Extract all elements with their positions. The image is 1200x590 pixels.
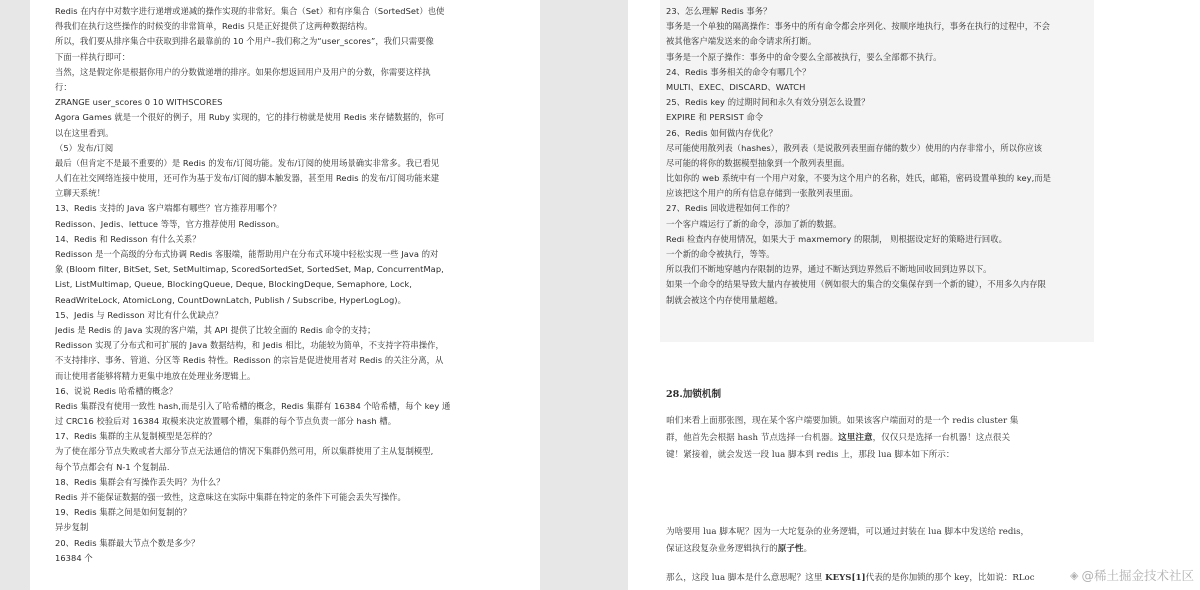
text-line: 14、Redis 和 Redisson 有什么关系？ — [55, 233, 201, 244]
text-line: 被其他客户端发送来的命令请求所打断。 — [666, 36, 817, 47]
text-line: 20、Redis 集群最大节点个数是多少？ — [55, 537, 200, 548]
section-title: 28.加锁机制 — [666, 389, 722, 400]
text-line: Agora Games 就是一个很好的例子，用 Ruby 实现的，它的排行榜就是使用 Redis 来存储数据的，你可 — [55, 112, 445, 123]
text-line: 行： — [55, 81, 72, 92]
text-line — [666, 447, 1086, 464]
text-line: 所以，我们要从排序集合中获取到排名最靠前的 10 个用户–我们称之为“user_scores”，我们只需要像 — [55, 36, 434, 47]
text-line: 13、Redis 支持的 Java 客户端都有哪些？官方推荐用哪个？ — [55, 203, 282, 214]
text-line: （5）发布/订阅 — [55, 142, 114, 153]
text-run: ，仅仅只是选择一台机器！这点很关 — [872, 433, 1011, 443]
text-line: 17、Redis 集群的主从复制模型是怎样的？ — [55, 431, 217, 442]
text-line: 异步复制 — [55, 522, 89, 533]
text-line: Redisson 实现了分布式和可扩展的 Java 数据结构，和 Jedis 相比，功能较为简单，不支持字符串操作， — [55, 340, 444, 351]
lock-paragraph-1 — [666, 413, 1086, 464]
text-run: 代表的是你加锁的那个 key，比如说：RLoc — [865, 573, 1035, 583]
text-line: 最后（但肯定不是最不重要的）是 Redis 的发布/订阅功能。发布/订阅的使用场景确实非常多。我已看见 — [55, 157, 440, 168]
text-run: 咱们来看上面那张图，现在某个客户端要加锁。如果该客户端面对的是一个 redis cluster 集 — [666, 416, 1019, 426]
text-line: Redisson 是一个高级的分布式协调 Redis 客服端，能帮助用户在分布式环境中轻松实现一些 Java 的对 — [55, 249, 439, 259]
text-line: MULTI、EXEC、DISCARD、WATCH — [666, 81, 806, 92]
watermark-text: @稀土掘金技术社区 — [1081, 568, 1194, 583]
text-line: EXPIRE 和 PERSIST 命令 — [666, 112, 764, 123]
text-line: 得我们在执行这些操作的时候变的非常简单，Redis 只是正好提供了这两种数据结构。 — [55, 21, 373, 32]
emphasis-text: KEYS[1] — [825, 573, 866, 583]
text-line: 所以我们不断地穿越内存限制的边界，通过不断达到边界然后不断地回收回到边界以下。 — [666, 264, 992, 275]
text-line: 15、Jedis 与 Redisson 对比有什么优缺点？ — [55, 309, 223, 320]
text-line: 尽可能使用散列表（hashes），散列表（是说散列表里面存储的数少）使用的内存非常小，所以你应该 — [666, 142, 1043, 153]
text-run: 保证这段复杂业务逻辑执行的 — [666, 544, 778, 554]
text-line: 事务是一个原子操作：事务中的命令要么全部被执行，要么全部都不执行。 — [666, 51, 942, 62]
text-line: 19、Redis 集群之间是如何复制的？ — [55, 507, 192, 518]
text-line: 18、Redis 集群会有写操作丢失吗？为什么？ — [55, 476, 225, 487]
text-run: 。 — [803, 544, 813, 554]
text-line: Redisson、Jedis、lettuce 等等，官方推荐使用 Redisson。 — [55, 218, 285, 229]
lock-paragraph-2 — [666, 524, 1086, 558]
text-line: ReadWriteLock, AtomicLong, CountDownLatch, Publish / Subscribe, HyperLogLog)。 — [55, 294, 406, 305]
text-line: 不支持排序、事务、管道、分区等 Redis 特性。Redisson 的宗旨是促进使用者对 Redis 的关注分离，从 — [55, 355, 444, 366]
text-line: 23、怎么理解 Redis 事务？ — [666, 6, 772, 16]
text-line: 人们在社交网络连接中使用，还可作为基于发布/订阅的脚本触发器，甚至用 Redis 的发布/订阅功能来建 — [55, 173, 440, 184]
lock-paragraph-3 — [666, 570, 1086, 587]
text-run: 那么，这段 lua 脚本是什么意思呢？这里 — [666, 573, 826, 583]
text-line: 而让使用者能够将精力更集中地放在处理业务逻辑上。 — [55, 370, 256, 381]
text-line: 每个节点都会有 N-1 个复制品. — [55, 461, 170, 472]
text-line: 以在这里看到。 — [55, 127, 114, 138]
right-document-page — [628, 0, 1200, 590]
text-line: 象 (Bloom filter, BitSet, Set, SetMultimap, ScoredSortedSet, SortedSet, Map, ConcurrentMap, — [55, 264, 444, 275]
left-document-page — [30, 0, 540, 590]
text-run: 群，他首先会根据 hash 节点选择一台机器。 — [666, 433, 839, 443]
text-line: 当然，这是假定你是根据你用户的分数做递增的排序。如果你想返回用户及用户的分数，你需要这样执 — [55, 66, 431, 77]
text-line: 25、Redis key 的过期时间和永久有效分别怎么设置？ — [666, 97, 870, 108]
text-line — [666, 524, 1086, 541]
text-line: 应该把这个用户的所有信息存储到一张散列表里面。 — [666, 188, 858, 199]
text-line: 为了使在部分节点失败或者大部分节点无法通信的情况下集群仍然可用，所以集群使用了主从复制模型, — [55, 446, 434, 457]
juejin-logo-icon: ◈ — [1070, 568, 1079, 582]
text-line: 27、Redis 回收进程如何工作的？ — [666, 203, 794, 214]
text-line: 24、Redis 事务相关的命令有哪几个？ — [666, 66, 811, 77]
text-line — [666, 413, 1086, 430]
text-line: List, ListMultimap, Queue, BlockingQueue, Deque, BlockingDeque, Semaphore, Lock, — [55, 279, 412, 290]
emphasis-text: 这里注意 — [838, 433, 873, 443]
text-line: 制就会被这个内存使用量超越。 — [666, 294, 783, 305]
text-line — [666, 430, 1086, 447]
text-run: 为啥要用 lua 脚本呢？因为一大坨复杂的业务逻辑，可以通过封装在 lua 脚本中发送给 redis， — [666, 527, 1030, 537]
text-line: 16384 个 — [55, 552, 93, 563]
text-line: 比如你的 web 系统中有一个用户对象，不要为这个用户的名称，姓氏，邮箱，密码设置单独的 key,而是 — [666, 173, 1051, 184]
text-line: 立聊天系统！ — [55, 188, 106, 199]
emphasis-text: 原子性 — [777, 544, 804, 554]
text-line: Jedis 是 Redis 的 Java 实现的客户端，其 API 提供了比较全面的 Redis 命令的支持； — [55, 324, 376, 335]
text-run: 键！紧接着，就会发送一段 lua 脚本到 redis 上，那段 lua 脚本如下所示： — [666, 450, 955, 460]
text-line: 尽可能的将你的数据模型抽象到一个散列表里面。 — [666, 157, 850, 168]
text-line: 下面一样执行即可： — [55, 51, 131, 62]
text-line: 26、Redis 如何做内存优化？ — [666, 127, 778, 138]
text-line: 一个新的命令被执行，等等。 — [666, 249, 775, 259]
text-line: Redis 并不能保证数据的强一致性，这意味这在实际中集群在特定的条件下可能会丢失写操作。 — [55, 492, 406, 502]
text-line: 过 CRC16 校验后对 16384 取模来决定放置哪个槽，集群的每个节点负责一部分 hash 槽。 — [55, 416, 397, 427]
text-line: Redi 检查内存使用情况，如果大于 maxmemory 的限制， 则根据设定好的策略进行回收。 — [666, 233, 1007, 244]
text-line: Redis 集群没有使用一致性 hash,而是引入了哈希槽的概念，Redis 集群有 16384 个哈希槽，每个 key 通 — [55, 400, 451, 411]
watermark — [1070, 566, 1194, 584]
text-line — [666, 570, 1086, 587]
text-line: 事务是一个单独的隔离操作：事务中的所有命令都会序列化、按顺序地执行，事务在执行的过程中，不会 — [666, 21, 1050, 32]
right-page-qa-text — [666, 4, 1088, 308]
text-line: ZRANGE user_scores 0 10 WITHSCORES — [55, 97, 223, 108]
text-line: 一个客户端运行了新的命令，添加了新的数据。 — [666, 218, 842, 229]
text-line — [666, 541, 1086, 558]
text-line: Redis 在内存中对数字进行递增或递减的操作实现的非常好。集合（Set）和有序集合（SortedSet）也使 — [55, 6, 445, 16]
text-line: 如果一个命令的结果导致大量内存被使用（例如很大的集合的交集保存到一个新的键），不用多久内存限 — [666, 279, 1046, 290]
text-line: 16、说说 Redis 哈希槽的概念？ — [55, 385, 178, 396]
left-page-text — [55, 4, 507, 566]
